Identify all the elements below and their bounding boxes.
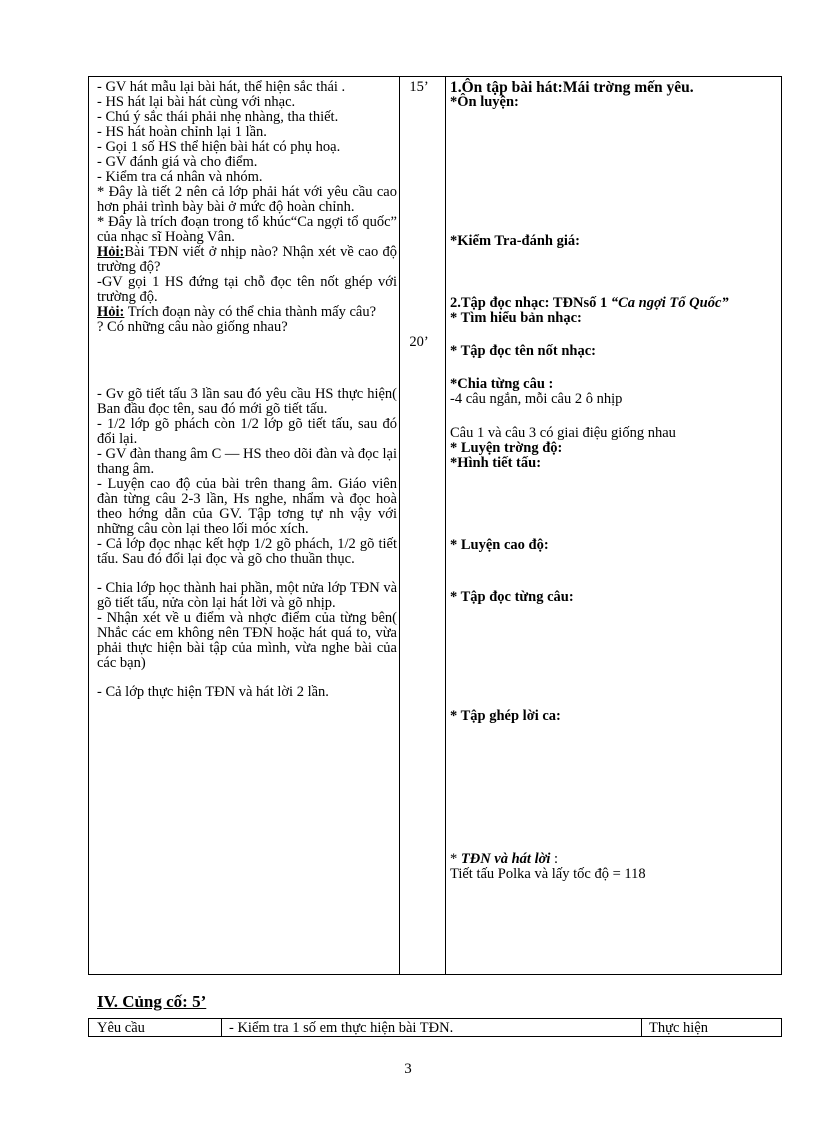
activity-text: - Chia lớp học thành hai phần, một nửa lớp TĐN và gõ tiết tấu, nửa còn lại hát lời và gõ nhịp. [97, 580, 397, 611]
content-column [450, 80, 780, 882]
review-title: 1.Ôn tập bài hát:Mái trờng mến yêu. [450, 79, 694, 96]
activity-text: - GV đàn thang âm C — HS theo dõi đàn và đọc lại thang âm. [97, 446, 397, 477]
sight-reading-title: 2.Tập đọc nhạc: TĐNsố 1 “Ca ngợi Tổ Quốc” [450, 295, 729, 311]
duration-label: 20’ [409, 334, 429, 350]
question-text: Hỏi:Bài TĐN viết ở nhịp nào? Nhận xét về cao độ trường độ? [97, 244, 397, 275]
activity-text: - Chú ý sắc thái phải nhẹ nhàng, tha thiết. [97, 109, 339, 125]
question-label: Hỏi: [97, 304, 125, 320]
duration-heading: * Luyện trờng độ: [450, 440, 563, 456]
question-label: Hỏi: [97, 244, 125, 260]
lyrics-heading: * Tập ghép lời ca: [450, 708, 561, 724]
column-divider [641, 1019, 642, 1036]
lesson-table [88, 76, 782, 975]
duration-label: 15’ [409, 79, 429, 95]
rhythm-heading: *Hình tiết tấu: [450, 455, 542, 471]
tdn-heading: * TĐN và hát lời : [450, 851, 559, 867]
assessment-heading: *Kiểm Tra-đánh giá: [450, 233, 580, 249]
explore-heading: * Tìm hiểu bản nhạc: [450, 310, 582, 326]
column-divider [445, 77, 446, 974]
activity-text: - Cả lớp đọc nhạc kết hợp 1/2 gõ phách, 1/2 gõ tiết tấu. Sau đó đổi lại đọc và gõ cho thuần thục. [97, 536, 397, 567]
activity-text: * Đây là tiết 2 nên cả lớp phải hát với yêu cầu cao hơn phải trình bày bài ở mức độ hoàn chỉnh. [97, 184, 397, 215]
tempo-text: Tiết tấu Polka và lấy tốc độ = 118 [450, 866, 646, 882]
activity-text: - Kiểm tra cá nhân và nhóm. [97, 169, 263, 185]
review-practice: *Ôn luyện: [450, 94, 519, 110]
section-heading: IV. Củng cố: 5’ [97, 992, 207, 1011]
activity-text: - Cả lớp thực hiện TĐN và hát lời 2 lần. [97, 684, 329, 700]
activity-text: ? Có những câu nào giống nhau? [97, 319, 288, 335]
phrases-heading: *Chia từng câu : [450, 376, 554, 392]
activity-text: -GV gọi 1 HS đứng tại chỗ đọc tên nốt ghép với trường độ. [97, 274, 397, 305]
action-cell: Thực hiện [649, 1020, 708, 1036]
task-cell: - Kiểm tra 1 số em thực hiện bài TĐN. [229, 1020, 454, 1036]
note-names-heading: * Tập đọc tên nốt nhạc: [450, 343, 596, 359]
pitch-heading: * Luyện cao độ: [450, 537, 549, 553]
time-column [402, 80, 436, 350]
activity-text: - HS hát lại bài hát cùng với nhạc. [97, 94, 296, 110]
song-title: “Ca ngợi Tổ Quốc” [610, 295, 729, 311]
activity-text: - Gv gõ tiết tấu 3 lần sau đó yêu cầu HS thực hiện( Ban đầu đọc tên, sau đó mới gõ tiết tấu. [97, 386, 397, 417]
requirement-cell: Yêu cầu [97, 1020, 145, 1036]
activity-text: - HS hát hoàn chỉnh lại 1 lần. [97, 124, 267, 140]
consolidation-table [88, 1018, 782, 1037]
activity-text: - 1/2 lớp gõ phách còn 1/2 lớp gõ tiết tấu, sau đó đổi lại. [97, 416, 397, 447]
activity-text: - GV đánh giá và cho điểm. [97, 154, 258, 170]
activity-text: - GV hát mẫu lại bài hát, thể hiện sắc thái . [97, 79, 346, 95]
activity-text: - Gọi 1 số HS thể hiện bài hát có phụ hoạ. [97, 139, 341, 155]
phrases-detail: -4 câu ngắn, mỗi câu 2 ô nhịp [450, 391, 623, 407]
question-text: Hỏi: Trích đoạn này có thể chia thành mấy câu? [97, 304, 377, 320]
column-divider [399, 77, 400, 974]
activities-column [97, 80, 397, 700]
activity-text: * Đây là trích đoạn trong tổ khúc“Ca ngợi tổ quốc” của nhạc sĩ Hoàng Vân. [97, 214, 397, 245]
similar-phrases: Câu 1 và câu 3 có giai điệu giống nhau [450, 425, 676, 441]
activity-text: - Luyện cao độ của bài trên thang âm. Giáo viên đàn từng câu 2-3 lần, Hs nghe, nhẩm và đọc hoà theo hớng dẫn của GV. Tập tơng tự nh vậy với những câu còn lại theo lối móc xích. [97, 476, 397, 537]
page-number: 3 [404, 1061, 412, 1077]
column-divider [221, 1019, 222, 1036]
activity-text: - Nhận xét về u điểm và nhợc điểm của từng bên( Nhắc các em không nên TĐN hoặc hát quá to, vừa phải thực hiện bài tập của mình, vừa nghe bài của các bạn) [97, 610, 397, 671]
each-phrase-heading: * Tập đọc từng câu: [450, 589, 574, 605]
